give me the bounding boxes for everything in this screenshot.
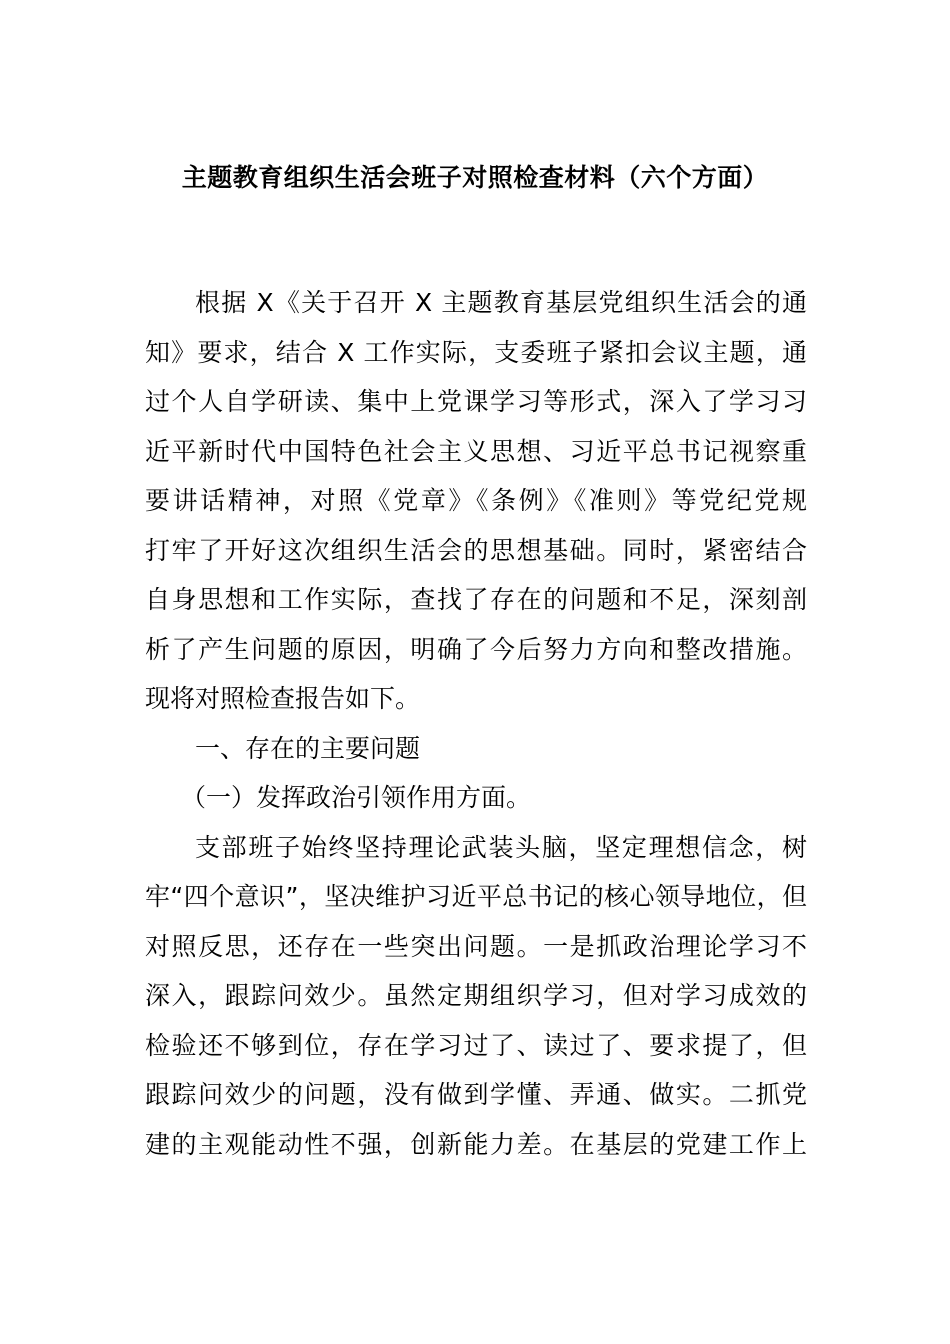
section-heading: 一、存在的主要问题 <box>195 733 421 763</box>
paragraph-line: 支部班子始终坚持理论武装头脑，坚定理想信念，树 <box>195 832 807 862</box>
paragraph-line: 析了产生问题的原因，明确了今后努力方向和整改措施。 <box>145 634 807 664</box>
document-title: 主题教育组织生活会班子对照检查材料（六个方面） <box>181 163 769 192</box>
paragraph-line: 跟踪问效少的问题，没有做到学懂、弄通、做实。二抓党 <box>145 1080 807 1109</box>
paragraph-line: 根据 X《关于召开 X 主题教育基层党组织生活会的通 <box>195 288 807 317</box>
paragraph-line: 建的主观能动性不强，创新能力差。在基层的党建工作上 <box>145 1129 807 1159</box>
paragraph-line: 牢“四个意识”，坚决维护习近平总书记的核心领导地位，但 <box>145 882 807 911</box>
document-body <box>145 278 807 1169</box>
paragraph-line: 知》要求，结合 X 工作实际，支委班子紧扣会议主题，通 <box>145 337 807 367</box>
paragraph-line: 近平新时代中国特色社会主义思想、习近平总书记视察重 <box>145 436 807 466</box>
paragraph-line: 打牢了开好这次组织生活会的思想基础。同时，紧密结合 <box>145 535 807 565</box>
paragraph-line: 深入，跟踪问效少。虽然定期组织学习，但对学习成效的 <box>145 981 807 1010</box>
paragraph-line: 自身思想和工作实际，查找了存在的问题和不足，深刻剖 <box>145 585 807 614</box>
paragraph-line: 对照反思，还存在一些突出问题。一是抓政治理论学习不 <box>145 931 807 961</box>
paragraph-line: 要讲话精神，对照《党章》《条例》《准则》等党纪党规 <box>145 486 807 515</box>
paragraph-line: 过个人自学研读、集中上党课学习等形式，深入了学习习 <box>145 387 807 416</box>
paragraph-line: 现将对照检查报告如下。 <box>145 684 421 713</box>
paragraph-line: 检验还不够到位，存在学习过了、读过了、要求提了，但 <box>145 1030 807 1060</box>
subsection-heading: （一）发挥政治引领作用方面。 <box>181 783 532 812</box>
